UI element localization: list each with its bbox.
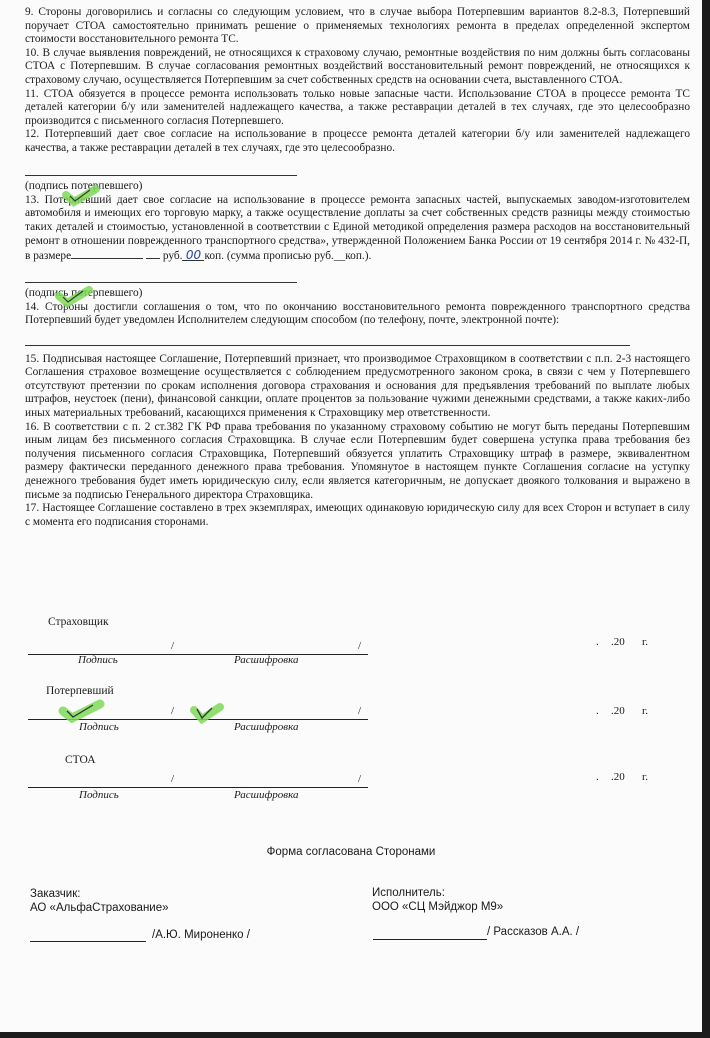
clause-14: 14. Стороны достигли соглашения о том, что по окончанию восстановительного ремонта поврежденного транспортного средства Потерпевший будет уведомлен Исполнителем следующим способом (по телефону, почте, электронной почте):: [25, 300, 690, 327]
caption-decode: Расшифровка: [234, 721, 299, 733]
customer-signer: /А.Ю. Мироненко /: [152, 929, 250, 941]
contractor-name: ООО «СЦ Мэйджор М9»: [372, 901, 504, 913]
signature-line: [28, 787, 368, 788]
caption-decode: Расшифровка: [234, 789, 299, 801]
signature-line: [28, 719, 368, 720]
customer-name: АО «АльфаСтрахование»: [30, 902, 169, 914]
slash: /: [358, 705, 362, 717]
date-year: .20: [611, 705, 625, 717]
clause-12-signature-line: [25, 165, 690, 181]
date-dot: .: [596, 636, 599, 648]
customer-block: [30, 887, 169, 915]
kopeck-tail: коп. (сумма прописью руб.__коп.).: [204, 250, 372, 263]
contractor-block: [372, 886, 503, 914]
slash: /: [358, 640, 362, 652]
caption-sign: Подпись: [79, 789, 119, 801]
clause-9: 9. Стороны договорились и согласны со следующим условием, что в случае выбора Потерпевшим вариантов 8.2-8.3, Потерпевший поручает СТОА самостоятельно принимать решение о применяемых технологиях ремонта в пределах определенной экспертом стоимости восстановительного ремонта ТС.: [25, 6, 690, 46]
date-suffix: г.: [642, 636, 649, 648]
clause-11: 11. СТОА обязуется в процессе ремонта использовать только новые запасные части. Использование СТОА в процессе ремонта ТС деталей категории б/у или заменителей надлежащего качества, а также реставрации деталей в тех случаях, где это целесообразно производится с письменного согласия Потерпевшего.: [25, 87, 690, 127]
role-label: Страховщик: [48, 616, 109, 628]
form-agreed-note: Форма согласована Сторонами: [266, 846, 436, 858]
date-dot: .: [596, 771, 599, 783]
clause-12: 12. Потерпевший дает свое согласие на использование в процессе ремонта деталей категории б/у или заменителей надлежащего качества, а также реставрации деталей в тех случаях, где это целесообразно.: [25, 128, 690, 154]
slash: /: [358, 773, 362, 785]
amount-rub-blank: [71, 248, 143, 259]
contractor-label: Исполнитель:: [372, 887, 445, 899]
clause-13-signature-line: [25, 272, 690, 288]
clause-17: 17. Настоящее Соглашение составлено в трех экземплярах, имеющих одинаковую юридическую силу для всех Сторон и вступает в силу с момента его подписания сторонами.: [25, 502, 690, 528]
clause-10: 10. В случае выявления повреждений, не относящихся к страховому случаю, ремонтные воздействия по ним должны быть согласованы СТОА с Потерпевшим. В случае согласования ремонтных воздействий восстановительный ремонт повреждений, не относящихся к страховому случаю, осуществляется Потерпевшим за счет собственных средств на основании счета, выставленного СТОА.: [25, 46, 690, 86]
caption-sign: Подпись: [78, 654, 118, 666]
slash: /: [171, 640, 175, 652]
clause-14-notify-line: [25, 335, 690, 351]
contractor-signature-line: [373, 939, 487, 940]
rub-label: руб.: [162, 250, 183, 263]
green-checkmark-icon: [190, 702, 224, 724]
date-year: .20: [611, 636, 625, 648]
role-label: СТОА: [65, 754, 96, 766]
date-year: .20: [611, 771, 625, 783]
clause-13-caption: (подпись потерпевшего): [25, 287, 143, 300]
clause-13-text: 13. Потерпевший дает свое согласие на использование в процессе ремонта запасных частей, выпускаемых заводом-изготовителем автомобиля и имеющих его торговую марку, а также осуществление доплаты за счет собственных средств разницы между стоимостью таких деталей и стоимостью, установленной в соответствии с Единой методикой определения размера расходов на восстановительный ремонт в отношении поврежденного транспортного средства», утвержденной Положением Банка России от 19 сентября 2014 г. № 432-П, в размере: [25, 193, 690, 263]
slash: /: [171, 705, 175, 717]
date-suffix: г.: [642, 705, 649, 717]
role-label: Потерпевший: [46, 685, 114, 697]
caption-sign: Подпись: [79, 721, 119, 733]
agreement-clauses: [25, 6, 690, 529]
slash: /: [171, 773, 175, 785]
contractor-signer: / Рассказов А.А. /: [487, 926, 580, 938]
clause-13: [25, 194, 690, 264]
clause-16: 16. В соответствии с п. 2 ст.382 ГК РФ права требования по указанному страховому событию не могут быть переданы Потерпевшим иным лицам без письменного согласия Страховщика. В случае если Потерпевшим будет совершена уступка права требования без получения письменного согласия Страховщика, Потерпевший обязуется уплатить Страховщику штраф в размере, эквивалентном размеру фактически переданного денежного права требования. Упомянутое в настоящем пункте Соглашения согласие на уступку денежного требования будет иметь юридическую силу, если является категоричным, не допускает двоякого толкования и выражено в письме за подписью Генерального директора Страховщика.: [25, 420, 690, 501]
date-suffix: г.: [642, 771, 649, 783]
caption-decode: Расшифровка: [234, 654, 299, 666]
clause-15: 15. Подписывая настоящее Соглашение, Потерпевший признает, что производимое Страховщиком в соответствии с п.п. 2-3 настоящего Соглашения страховое возмещение осуществляется с соблюдением предусмотренного законом срока, в связи с чем у Потерпевшего отсутствуют претензии по срокам исполнения договора страхования и основания для предъявления требований по выплате любых штрафов, неустоек (пени), финансовой санкции, оплате процентов за пользование чужими денежными средствами, а также каких-либо иных материальных требований, касающихся применения к Страховщику мер ответственности.: [25, 352, 690, 420]
customer-label: Заказчик:: [30, 888, 81, 900]
date-dot: .: [596, 705, 599, 717]
kopeck-handwritten: 00: [182, 250, 204, 261]
clause-12-caption: (подпись потерпевшего): [25, 180, 143, 193]
customer-signature-line: [30, 941, 146, 942]
